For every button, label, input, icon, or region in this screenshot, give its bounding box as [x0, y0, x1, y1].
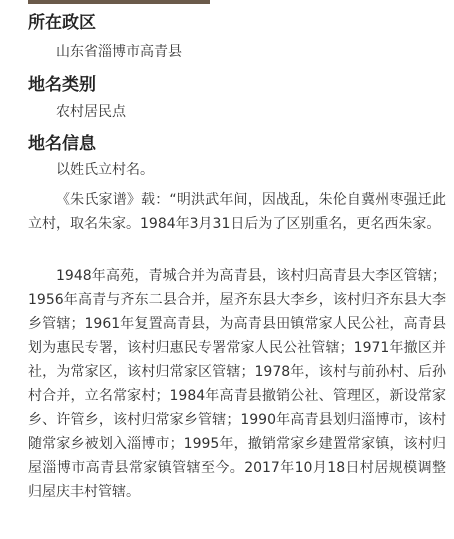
- location-value: 山东省淄博市高青县: [56, 44, 182, 60]
- location-heading: 所在政区: [28, 13, 96, 33]
- top-image-strip: [28, 0, 210, 4]
- info-paragraph-2: 1948年高苑，青城合并为高青县，该村归高青县大李区管辖；1956年高青与齐东二县合并，屋齐东县大李乡，该村归齐东县大李乡管辖；1961年复置高青县，为高青县田镇常家人民公社，高青县划为惠民专署，该村归惠民专署常家人民公社管辖；1971年撤区并社，为常家区，该村归常家区管辖；1978年，该村与前孙村、后孙村合并，立名常家村；1984年高青县撤销公社、管理区，新设常家乡、许管乡，该村归常家乡管辖；1990年高青县划归淄博市，该村随常家乡被划入淄博市；1995年，撤销常家乡建置常家镇，该村归屋淄博市高青县常家镇管辖至今。2017年10月18日村居规模调整归屋庆丰村管辖。: [28, 268, 446, 500]
- info-heading: 地名信息: [28, 134, 96, 154]
- category-value: 农村居民点: [56, 104, 126, 120]
- info-paragraph-1: 《朱氏家谱》载：“明洪武年间，因战乱，朱伦自冀州枣强迁此立村，取名朱家。1984年3月31日后为了区别重名，更名西朱家。: [28, 192, 446, 232]
- info-line-1: 以姓氏立村名。: [56, 162, 154, 178]
- category-heading: 地名类别: [28, 75, 96, 95]
